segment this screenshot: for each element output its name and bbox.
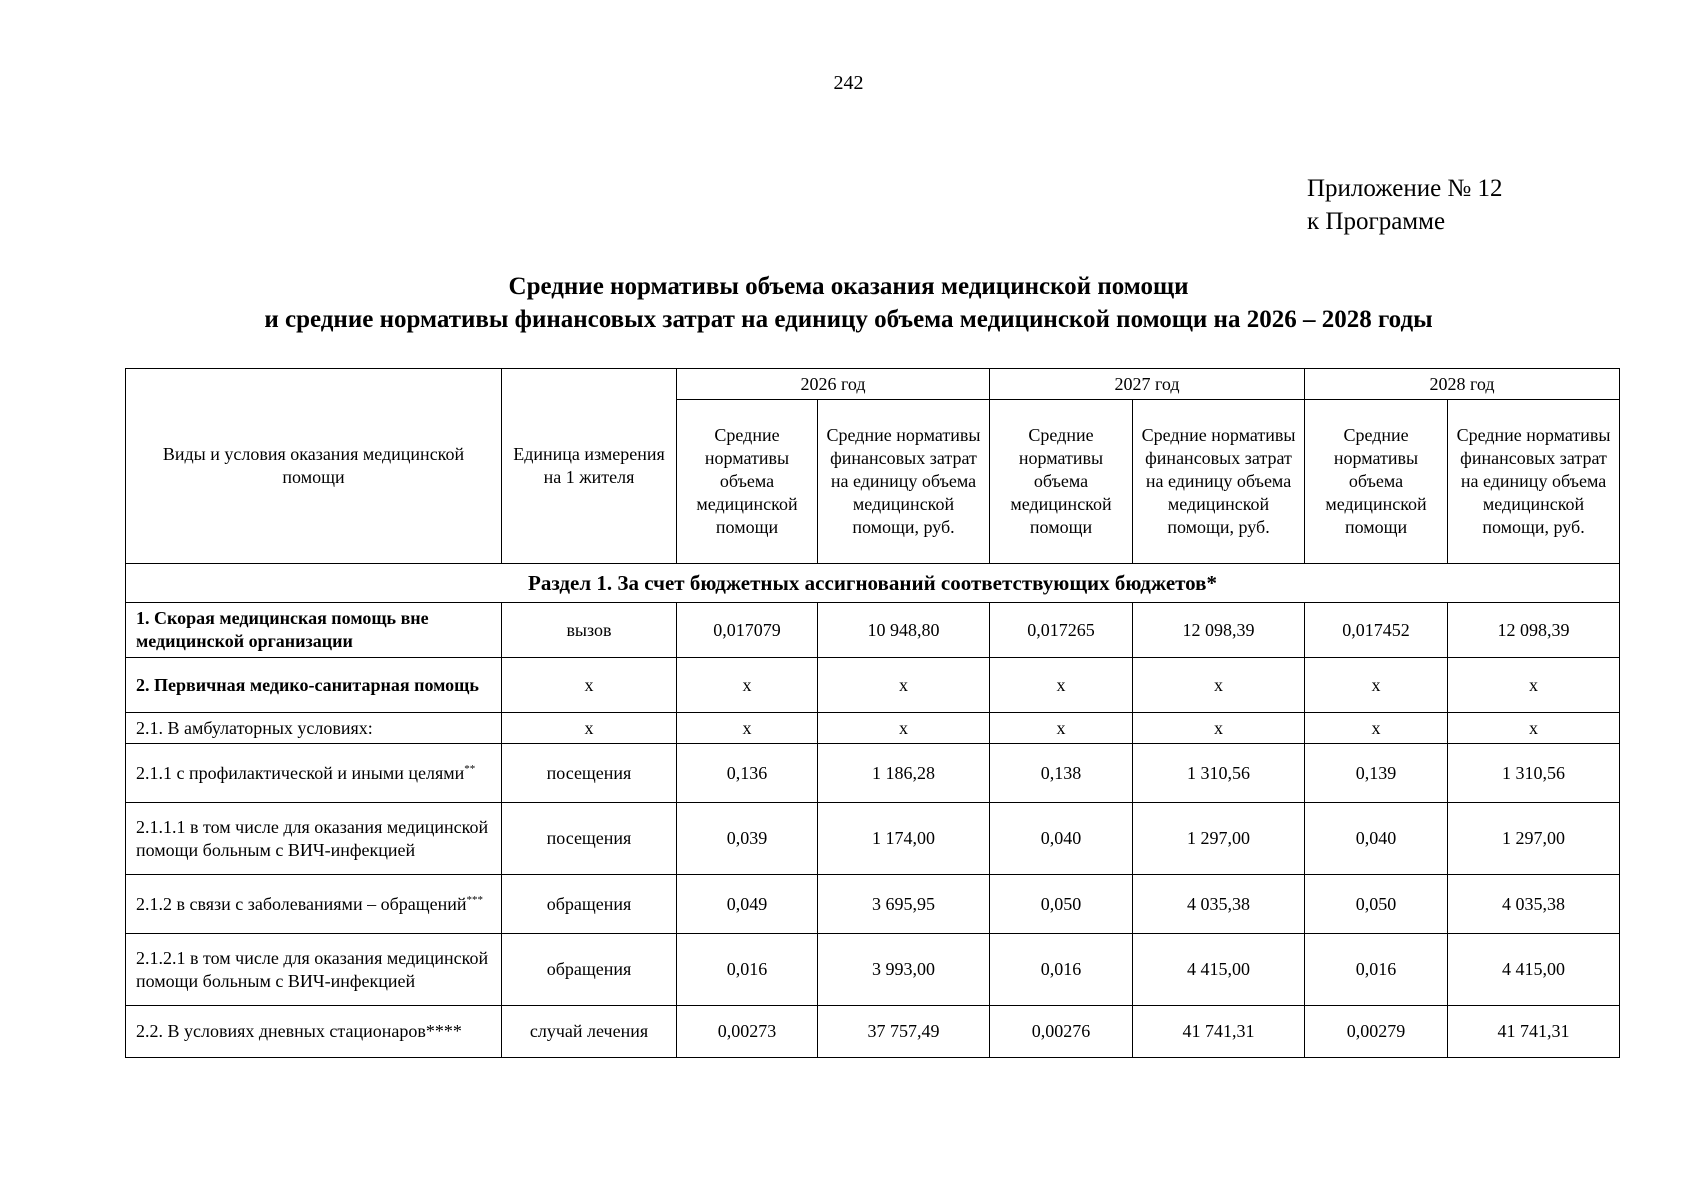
appendix-reference [1307,172,1503,238]
cell-volume-2026: х [677,713,818,744]
table-row [126,803,1620,875]
kind-label: 2.1. В амбулаторных условиях: [136,717,373,738]
cell-volume-2026: 0,016 [677,934,818,1006]
document-title [0,270,1697,336]
cell-volume-2028: х [1305,658,1448,713]
kind-label: 2.1.2.1 в том числе для оказания медицинской помощи больным с ВИЧ-инфекцией [136,947,489,991]
cell-unit: случай лечения [502,1006,677,1058]
cell-cost-2027: 1 297,00 [1133,803,1305,875]
table-row [126,603,1620,658]
cell-volume-2026: 0,136 [677,744,818,803]
cell-volume-2028: 0,017452 [1305,603,1448,658]
appendix-program: к Программе [1307,208,1446,235]
table-row [126,713,1620,744]
cell-kind [126,744,502,803]
cell-volume-2027: 0,00276 [990,1006,1133,1058]
table-row [126,934,1620,1006]
header-cost-norm-2026: Средние нормативы финансовых затрат на единицу объема медицинской помощи, руб. [818,400,990,564]
cell-volume-2027: 0,017265 [990,603,1133,658]
cell-unit: вызов [502,603,677,658]
cell-volume-2026: 0,049 [677,875,818,934]
cell-volume-2027: 0,050 [990,875,1133,934]
cell-volume-2027: х [990,658,1133,713]
cell-cost-2026: 10 948,80 [818,603,990,658]
kind-label: 2. Первичная медико-санитарная помощь [136,674,479,695]
header-cost-norm-2027: Средние нормативы финансовых затрат на единицу объема медицинской помощи, руб. [1133,400,1305,564]
cell-unit: х [502,713,677,744]
cell-kind [126,603,502,658]
kind-label: 2.1.2 в связи с заболеваниями – обращений [136,893,467,914]
cell-cost-2026: 1 186,28 [818,744,990,803]
cell-cost-2026: 3 695,95 [818,875,990,934]
page-number: 242 [833,72,864,94]
header-volume-norm-2027: Средние нормативы объема медицинской помощи [990,400,1133,564]
cell-volume-2026: х [677,658,818,713]
header-row-years [126,369,1620,400]
cell-volume-2028: 0,00279 [1305,1006,1448,1058]
norms-table [125,368,1620,1058]
header-cost-norm-2028: Средние нормативы финансовых затрат на единицу объема медицинской помощи, руб. [1448,400,1620,564]
cell-volume-2027: 0,016 [990,934,1133,1006]
kind-label: 2.2. В условиях дневных стационаров**** [136,1021,462,1041]
header-year-2028: 2028 год [1305,369,1620,400]
cell-cost-2026: х [818,713,990,744]
cell-cost-2028: 4 415,00 [1448,934,1620,1006]
cell-cost-2026: 1 174,00 [818,803,990,875]
cell-cost-2028: 41 741,31 [1448,1006,1620,1058]
cell-cost-2026: 3 993,00 [818,934,990,1006]
cell-volume-2028: 0,016 [1305,934,1448,1006]
cell-cost-2028: 4 035,38 [1448,875,1620,934]
section-title: Раздел 1. За счет бюджетных ассигнований соответствующих бюджетов* [126,564,1620,603]
cell-kind [126,875,502,934]
cell-volume-2027: х [990,713,1133,744]
cell-kind [126,803,502,875]
header-unit: Единица измерения на 1 жителя [502,369,677,564]
header-year-2027: 2027 год [990,369,1305,400]
header-volume-norm-2028: Средние нормативы объема медицинской помощи [1305,400,1448,564]
cell-cost-2027: х [1133,713,1305,744]
cell-cost-2028: 1 310,56 [1448,744,1620,803]
section-row [126,564,1620,603]
cell-volume-2028: х [1305,713,1448,744]
cell-cost-2026: х [818,658,990,713]
cell-cost-2027: 1 310,56 [1133,744,1305,803]
cell-cost-2028: х [1448,658,1620,713]
cell-volume-2028: 0,050 [1305,875,1448,934]
cell-kind [126,1006,502,1058]
table-row [126,744,1620,803]
kind-label: 2.1.1 с профилактической и иными целями [136,762,465,783]
title-line-2: и средние нормативы финансовых затрат на единицу объема медицинской помощи на 2026 – 2028 годы [264,306,1433,333]
table-row [126,875,1620,934]
header-volume-norm-2026: Средние нормативы объема медицинской помощи [677,400,818,564]
cell-cost-2027: 41 741,31 [1133,1006,1305,1058]
appendix-number: Приложение № 12 [1307,175,1503,202]
cell-volume-2026: 0,017079 [677,603,818,658]
cell-unit: посещения [502,744,677,803]
header-year-2026: 2026 год [677,369,990,400]
cell-volume-2026: 0,039 [677,803,818,875]
cell-unit: обращения [502,934,677,1006]
cell-volume-2027: 0,040 [990,803,1133,875]
cell-cost-2028: х [1448,713,1620,744]
cell-volume-2026: 0,00273 [677,1006,818,1058]
cell-cost-2026: 37 757,49 [818,1006,990,1058]
footnote-marker: *** [466,893,483,906]
cell-cost-2027: 4 035,38 [1133,875,1305,934]
cell-cost-2028: 12 098,39 [1448,603,1620,658]
cell-unit: посещения [502,803,677,875]
title-line-1: Средние нормативы объема оказания медицинской помощи [508,273,1189,300]
cell-unit: обращения [502,875,677,934]
cell-unit: х [502,658,677,713]
cell-kind [126,713,502,744]
cell-cost-2028: 1 297,00 [1448,803,1620,875]
cell-cost-2027: х [1133,658,1305,713]
cell-volume-2028: 0,040 [1305,803,1448,875]
header-kind: Виды и условия оказания медицинской помощи [126,369,502,564]
footnote-marker: ** [464,762,476,775]
cell-cost-2027: 4 415,00 [1133,934,1305,1006]
cell-volume-2028: 0,139 [1305,744,1448,803]
cell-kind [126,934,502,1006]
table-row [126,1006,1620,1058]
kind-label: 1. Скорая медицинская помощь вне медицинской организации [136,608,429,651]
cell-kind [126,658,502,713]
cell-volume-2027: 0,138 [990,744,1133,803]
table-row [126,658,1620,713]
cell-cost-2027: 12 098,39 [1133,603,1305,658]
kind-label: 2.1.1.1 в том числе для оказания медицинской помощи больным с ВИЧ-инфекцией [136,816,489,860]
